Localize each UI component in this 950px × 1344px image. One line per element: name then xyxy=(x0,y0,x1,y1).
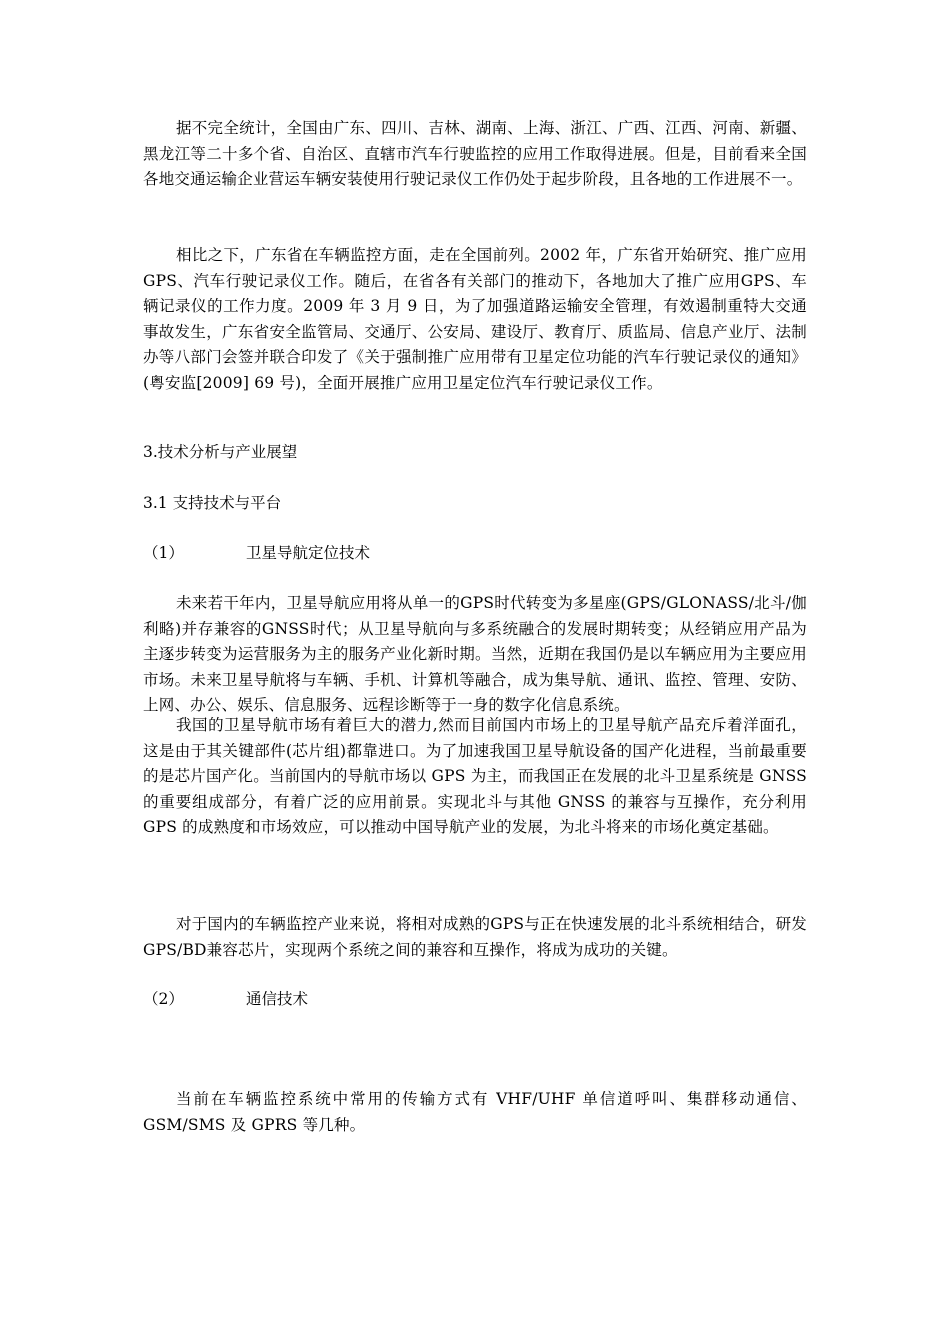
paragraph-guangdong: 相比之下，广东省在车辆监控方面，走在全国前列。2002 年，广东省开始研究、推广应用 GPS、汽车行驶记录仪工作。随后，在省各有关部门的推动下，各地加大了推广应用GPS、车辆记录仪的工作力度。2009 年 3 月 9 日，为了加强道路运输安全管理，有效遏制重特大交通事故发生，广东省安全监管局、交通厅、公安局、建设厅、教育厅、质监局、信息产业厅、法制办等八部门会签并联合印发了《关于强制推广应用带有卫星定位功能的汽车行驶记录仪的通知》(粤安监[2009] 69 号)，全面开展推广应用卫星定位汽车行驶记录仪工作。 xyxy=(143,246,807,392)
item-title-2: 通信技术 xyxy=(246,990,309,1008)
item-number-1: （1） xyxy=(143,544,184,562)
paragraph-statistics: 据不完全统计，全国由广东、四川、吉林、湖南、上海、浙江、广西、江西、河南、新疆、黑龙江等二十多个省、自治区、直辖市汽车行驶监控的应用工作取得进展。但是，目前看来全国各地交通运输企业营运车辆安装使用行驶记录仪工作仍处于起步阶段，且各地的工作进展不一。 xyxy=(143,119,807,188)
paragraph-vehicle-monitoring: 对于国内的车辆监控产业来说，将相对成熟的GPS与正在快速发展的北斗系统相结合，研发GPS/BD兼容芯片，实现两个系统之间的兼容和互操作，将成为成功的关键。 xyxy=(143,915,807,959)
item-number-2: （2） xyxy=(143,990,184,1008)
paragraph-satellite-future: 未来若干年内，卫星导航应用将从单一的GPS时代转变为多星座(GPS/GLONASS/北斗/伽利略)并存兼容的GNSS时代；从卫星导航向与多系统融合的发展时期转变；从经销应用产品为主逐步转变为运营服务为主的服务产业化新时期。当然，近期在我国仍是以车辆应用为主要应用市场。未来卫星导航将与车辆、手机、计算机等融合，成为集导航、通讯、监控、管理、安防、上网、办公、娱乐、信息服务、远程诊断等于一身的数字化信息系统。 xyxy=(143,594,807,714)
section-heading-3: 3.技术分析与产业展望 xyxy=(143,443,298,461)
paragraph-transmission: 当前在车辆监控系统中常用的传输方式有 VHF/UHF 单信道呼叫、集群移动通信、GSM/SMS 及 GPRS 等几种。 xyxy=(143,1090,807,1134)
item-heading-1 xyxy=(143,541,370,567)
item-heading-2 xyxy=(143,987,308,1013)
section-heading-3-1: 3.1 支持技术与平台 xyxy=(143,494,282,512)
paragraph-satellite-market: 我国的卫星导航市场有着巨大的潜力,然而目前国内市场上的卫星导航产品充斥着洋面孔，这是由于其关键部件(芯片组)都靠进口。为了加速我国卫星导航设备的国产化进程，当前最重要的是芯片国产化。当前国内的导航市场以 GPS 为主，而我国正在发展的北斗卫星系统是 GNSS 的重要组成部分，有着广泛的应用前景。实现北斗与其他 GNSS 的兼容与互操作，充分利用 GPS 的成熟度和市场效应，可以推动中国导航产业的发展，为北斗将来的市场化奠定基础。 xyxy=(143,716,807,836)
item-title-1: 卫星导航定位技术 xyxy=(246,544,371,562)
